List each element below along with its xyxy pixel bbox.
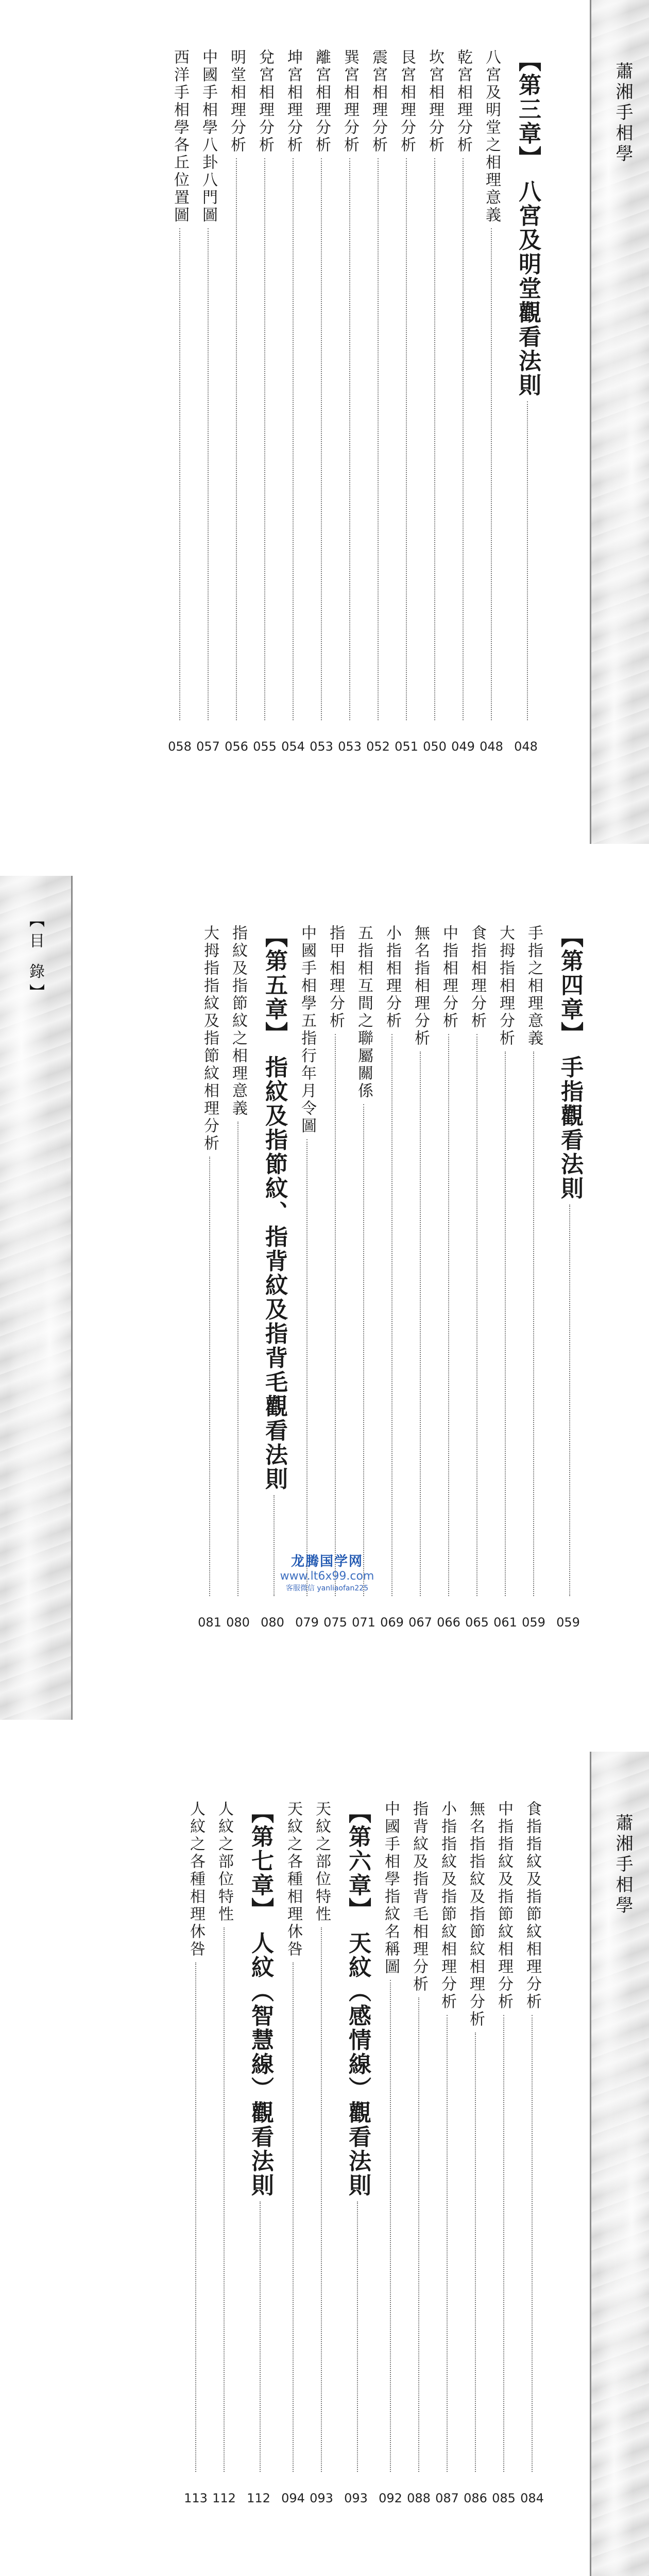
toc-entry-title: 指背紋及指背毛相理分析 — [410, 1801, 428, 1993]
toc-entry[interactable] — [468, 925, 486, 1596]
toc-columns — [171, 49, 541, 720]
toc-columns — [201, 925, 583, 1596]
leader-dots — [321, 158, 322, 720]
toc-entry-title: 【第六章】 天紋（感情線）觀看法則 — [345, 1801, 371, 2198]
leader-dots — [476, 1034, 477, 1596]
leader-dots — [390, 1980, 391, 2472]
toc-page-number: 056 — [225, 739, 248, 754]
toc-page-number: 071 — [352, 1615, 375, 1630]
toc-page-number: 085 — [492, 2491, 516, 2505]
leader-dots — [208, 228, 209, 720]
running-header-book-title: 蕭湘手相學 — [612, 62, 633, 165]
toc-page-number: 081 — [198, 1615, 221, 1630]
toc-page-number: 051 — [395, 739, 418, 754]
leader-dots — [349, 158, 350, 720]
toc-entry-title: 明堂相理分析 — [228, 49, 246, 154]
leader-dots — [195, 1962, 196, 2472]
toc-entry[interactable] — [383, 925, 401, 1596]
toc-entry-title: 無名指指紋及指節紋相理分析 — [467, 1801, 485, 2028]
toc-entry-title: 八宮及明堂之相理意義 — [483, 49, 501, 224]
leader-dots — [463, 158, 464, 720]
toc-page-number: 084 — [520, 2491, 544, 2505]
toc-entry-title: 中國手相學八卦八門圖 — [199, 49, 217, 224]
watermark-line-3: 客服微信 yanliaofan225 — [285, 1584, 369, 1592]
leader-dots — [475, 2032, 476, 2472]
toc-entry[interactable] — [284, 1801, 302, 2472]
leader-dots — [491, 228, 492, 720]
toc-entry-title: 指紋及指節紋之相理意義 — [229, 925, 247, 1117]
toc-entry[interactable] — [256, 49, 274, 720]
toc-page-number: 075 — [323, 1615, 347, 1630]
toc-page-number: 050 — [423, 739, 447, 754]
toc-entry-title: 中國手相學指紋名稱圖 — [382, 1801, 400, 1976]
toc-page-number: 067 — [408, 1615, 432, 1630]
toc-entry[interactable] — [284, 49, 302, 720]
toc-entry-title: 天紋之各種相理休咎 — [284, 1801, 302, 1958]
toc-entry-title: 坤宮相理分析 — [284, 49, 302, 154]
toc-chapter-heading[interactable] — [341, 1801, 371, 2472]
toc-chapter-heading[interactable] — [553, 925, 583, 1596]
leader-dots — [527, 401, 528, 720]
running-header-book-title: 蕭湘手相學 — [612, 1814, 633, 1917]
leader-dots — [434, 158, 435, 720]
toc-entry-title: 中國手相學五指行年月令圖 — [298, 925, 316, 1135]
toc-entry[interactable] — [525, 925, 542, 1596]
watermark — [278, 1551, 376, 1593]
leader-dots — [264, 158, 265, 720]
toc-entry-title: 【第七章】 人紋（智慧線）觀看法則 — [247, 1801, 274, 2198]
toc-entry-title: 食指相理分析 — [468, 925, 486, 1030]
toc-entry[interactable] — [313, 49, 330, 720]
toc-page-number: 087 — [435, 2491, 459, 2505]
leader-dots — [306, 1139, 308, 1596]
toc-entry-title: 指甲相理分析 — [327, 925, 345, 1030]
leader-dots — [237, 1122, 238, 1596]
toc-entry-title: 中指相理分析 — [440, 925, 458, 1030]
toc-page-number: 048 — [514, 739, 538, 754]
toc-entry[interactable] — [313, 1801, 330, 2472]
toc-entry[interactable] — [382, 1801, 399, 2472]
leader-dots — [420, 1052, 421, 1596]
leader-dots — [224, 1927, 225, 2472]
toc-entry[interactable] — [483, 49, 500, 720]
toc-page-number: 080 — [261, 1615, 284, 1630]
leader-dots — [363, 1104, 364, 1596]
toc-entry[interactable] — [410, 1801, 428, 2472]
leader-dots — [274, 1495, 275, 1596]
toc-page-number: 058 — [168, 739, 192, 754]
toc-entry-title: 乾宮相理分析 — [454, 49, 472, 154]
toc-columns — [187, 1801, 541, 2472]
toc-page-number: 093 — [310, 2491, 333, 2505]
toc-entry[interactable] — [426, 49, 443, 720]
toc-page-number: 066 — [437, 1615, 460, 1630]
toc-page-number: 053 — [310, 739, 333, 754]
toc-page-2 — [0, 876, 649, 1720]
toc-page-number: 112 — [212, 2491, 236, 2505]
toc-entry[interactable] — [412, 925, 429, 1596]
toc-page-number: 079 — [295, 1615, 319, 1630]
toc-entry-title: 中指指紋及指節紋相理分析 — [495, 1801, 513, 2011]
toc-entry-title: 巽宮相理分析 — [341, 49, 359, 154]
toc-entry-title: 小指指紋及指節紋相理分析 — [438, 1801, 456, 2011]
toc-entry-title: 小指相理分析 — [383, 925, 401, 1030]
leader-dots — [391, 1034, 392, 1596]
leader-dots — [236, 158, 237, 720]
page-gap — [0, 1720, 649, 1752]
toc-chapter-heading[interactable] — [244, 1801, 274, 2472]
toc-entry[interactable] — [187, 1801, 204, 2472]
leader-dots — [335, 1034, 336, 1596]
toc-page-number: 059 — [556, 1615, 580, 1630]
toc-page-number: 088 — [407, 2491, 431, 2505]
leader-dots — [418, 1997, 419, 2472]
toc-page-number: 049 — [451, 739, 475, 754]
page-gap — [0, 844, 649, 876]
toc-entry-title: 【第四章】 手指觀看法則 — [557, 925, 583, 1201]
toc-page-number: 055 — [253, 739, 277, 754]
toc-page-number: 057 — [196, 739, 220, 754]
toc-entry[interactable] — [171, 49, 189, 720]
toc-page-number: 092 — [379, 2491, 402, 2505]
leader-dots — [293, 1962, 294, 2472]
leader-dots — [569, 1205, 570, 1596]
leader-dots — [378, 158, 379, 720]
leader-dots — [447, 2015, 448, 2472]
toc-chapter-heading[interactable] — [258, 925, 287, 1596]
leader-dots — [532, 2015, 533, 2472]
toc-entry-title: 天紋之部位特性 — [313, 1801, 331, 1923]
toc-entry[interactable] — [523, 1801, 541, 2472]
toc-entry-title: 大拇指指紋及指節紋相理分析 — [201, 925, 219, 1153]
toc-page-number: 113 — [184, 2491, 208, 2505]
toc-entry-title: 西洋手相學各丘位置圖 — [171, 49, 189, 224]
watermark-line-1: 龙腾国学网 — [291, 1554, 363, 1569]
toc-entry[interactable] — [497, 925, 514, 1596]
toc-page-number: 061 — [493, 1615, 517, 1630]
toc-entry-title: 震宮相理分析 — [369, 49, 387, 154]
toc-entry[interactable] — [495, 1801, 513, 2472]
toc-entry[interactable] — [440, 925, 457, 1596]
toc-entry[interactable] — [454, 49, 472, 720]
toc-entry[interactable] — [215, 1801, 233, 2472]
toc-entry-title: 坎宮相理分析 — [426, 49, 444, 154]
leader-dots — [209, 1157, 210, 1596]
leader-dots — [357, 2201, 358, 2472]
leader-dots — [503, 2015, 504, 2472]
leader-dots — [321, 1927, 322, 2472]
toc-entry[interactable] — [298, 925, 316, 1596]
toc-page-number: 112 — [247, 2491, 270, 2505]
toc-entry[interactable] — [229, 925, 247, 1596]
toc-page-1 — [0, 0, 649, 844]
leader-dots — [533, 1052, 534, 1596]
leader-dots — [448, 1034, 449, 1596]
toc-entry-title: 食指指紋及指節紋相理分析 — [523, 1801, 541, 2011]
toc-entry-title: 【第三章】 八宮及明堂觀看法則 — [515, 49, 541, 398]
toc-entry[interactable] — [355, 925, 372, 1596]
leader-dots — [505, 1052, 506, 1596]
toc-entry-title: 手指之相理意義 — [525, 925, 543, 1047]
toc-entry[interactable] — [199, 49, 217, 720]
running-header-section: 【目 錄】 — [26, 912, 44, 1005]
toc-page-number: 065 — [465, 1615, 489, 1630]
toc-page-number: 048 — [480, 739, 503, 754]
toc-entry-title: 離宮相理分析 — [313, 49, 331, 154]
toc-entry-title: 兌宮相理分析 — [256, 49, 274, 154]
toc-entry-title: 人紋之部位特性 — [215, 1801, 233, 1923]
toc-entry[interactable] — [327, 925, 344, 1596]
toc-page-number: 052 — [366, 739, 390, 754]
toc-entry[interactable] — [228, 49, 245, 720]
toc-chapter-heading[interactable] — [511, 49, 541, 720]
leader-dots — [293, 158, 294, 720]
watermark-line-2: www.lt6x99.com — [280, 1570, 374, 1583]
toc-entry[interactable] — [467, 1801, 484, 2472]
toc-entry-title: 艮宮相理分析 — [398, 49, 416, 154]
toc-entry[interactable] — [398, 49, 415, 720]
toc-entry-title: 【第五章】 指紋及指節紋、指背紋及指背毛觀看法則 — [261, 925, 287, 1492]
toc-page-number: 080 — [226, 1615, 250, 1630]
toc-entry-title: 無名指相理分析 — [412, 925, 430, 1047]
toc-page-3 — [0, 1752, 649, 2576]
leader-dots — [406, 158, 407, 720]
leader-dots — [179, 228, 180, 720]
toc-entry-title: 五指相互間之聯屬關係 — [355, 925, 373, 1100]
toc-page-number: 053 — [338, 739, 362, 754]
toc-page-number: 069 — [380, 1615, 404, 1630]
toc-entry[interactable] — [369, 49, 387, 720]
toc-page-number: 086 — [464, 2491, 487, 2505]
toc-entry-title: 大拇指相理分析 — [497, 925, 515, 1047]
toc-page-number: 059 — [522, 1615, 545, 1630]
toc-entry[interactable] — [438, 1801, 456, 2472]
toc-entry[interactable] — [201, 925, 218, 1596]
leader-dots — [260, 2201, 261, 2472]
toc-page-number: 093 — [344, 2491, 368, 2505]
toc-page-number: 054 — [281, 739, 305, 754]
toc-entry[interactable] — [341, 49, 358, 720]
toc-page-number: 094 — [281, 2491, 305, 2505]
toc-entry-title: 人紋之各種相理休咎 — [187, 1801, 205, 1958]
